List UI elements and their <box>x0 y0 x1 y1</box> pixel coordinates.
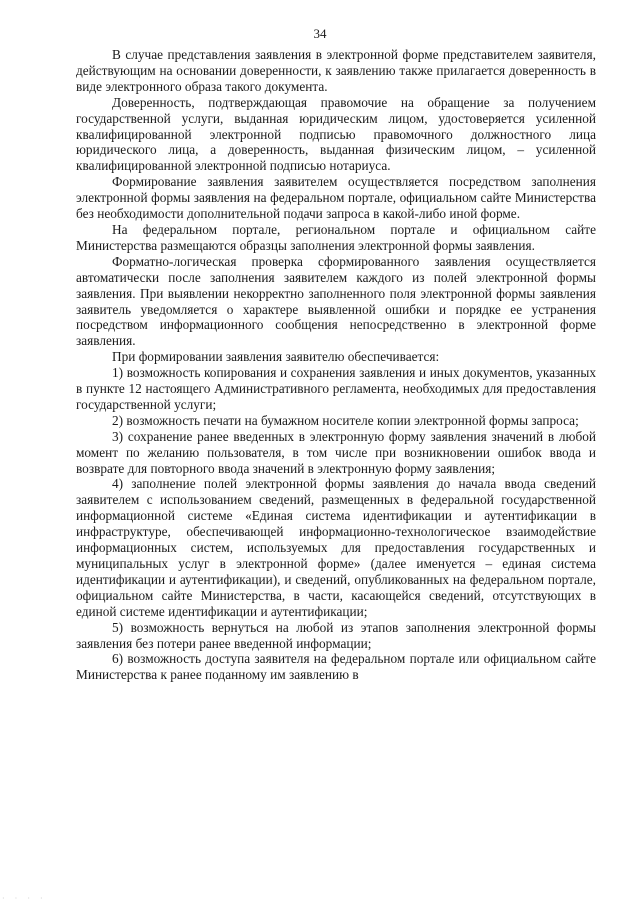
list-item-3: 3) сохранение ранее введенных в электронную форму заявления значений в любой момент по желанию пользователя, в том числе при возникновении ошибок ввода и возврате для повторного ввода значений в электронную форму заявления; <box>76 428 596 476</box>
paragraph-format-logic-check: Форматно-логическая проверка сформированного заявления осуществляется автоматически после заполнения заявителем каждого из полей электронной формы заявления. При выявлении некорректно заполненного поля электронной формы заявления заявитель уведомляется о характере выявленной ошибки и порядке ее устранения посредством информационного сообщения непосредственно в электронной форме заявления. <box>76 253 596 349</box>
document-body <box>76 47 596 683</box>
list-item-4: 4) заполнение полей электронной формы заявления до начала ввода сведений заявителем с использованием сведений, размещенных в федеральной государственной информационной системе «Единая система идентификации и аутентификации в инфраструктуре, обеспечивающей информационно-технологическое взаимодействие информационных систем, используемых для предоставления государственных и муниципальных услуг в электронной форме» (далее именуется – единая система идентификации и аутентификации), и сведений, опубликованных на федеральном портале, официальном сайте Министерства, в части, касающейся сведений, отсутствующих в единой системе идентификации и аутентификации; <box>76 476 596 619</box>
list-item-6: 6) возможность доступа заявителя на федеральном портале или официальном сайте Министерства к ранее поданному им заявлению в <box>76 651 596 683</box>
paragraph-representative-submission: В случае представления заявления в электронной форме представителем заявителя, действующим на основании доверенности, к заявлению также прилагается доверенность в виде электронного образа такого документа. <box>76 47 596 94</box>
list-item-5: 5) возможность вернуться на любой из этапов заполнения электронной формы заявления без потери ранее введенной информации; <box>76 619 596 651</box>
paragraph-power-of-attorney: Доверенность, подтверждающая правомочие на обращение за получением государственной услуги, выданная юридическим лицом, удостоверяется усиленной квалифицированной электронной подписью правомочного должностного лица юридического лица, а доверенность, выданная физическим лицом, – усиленной квалифицированной электронной подписью нотариуса. <box>76 94 596 174</box>
paragraph-application-forming: Формирование заявления заявителем осуществляется посредством заполнения электронной формы заявления на федеральном портале, официальном сайте Министерства без необходимости дополнительной подачи запроса в какой-либо иной форме. <box>76 174 596 222</box>
paragraph-provided-capabilities: При формировании заявления заявителю обеспечивается: <box>112 349 440 365</box>
scan-artifact: · · · · <box>2 894 47 903</box>
list-item-2: 2) возможность печати на бумажном носителе копии электронной формы запроса; <box>112 412 579 428</box>
page-number: 34 <box>313 26 327 41</box>
list-item-1: 1) возможность копирования и сохранения заявления и иных документов, указанных в пункте 12 настоящего Административного регламента, необходимых для предоставления государственной услуги; <box>76 365 596 412</box>
paragraph-sample-forms: На федеральном портале, региональном портале и официальном сайте Министерства размещаются образцы заполнения электронной формы заявления. <box>76 221 596 253</box>
